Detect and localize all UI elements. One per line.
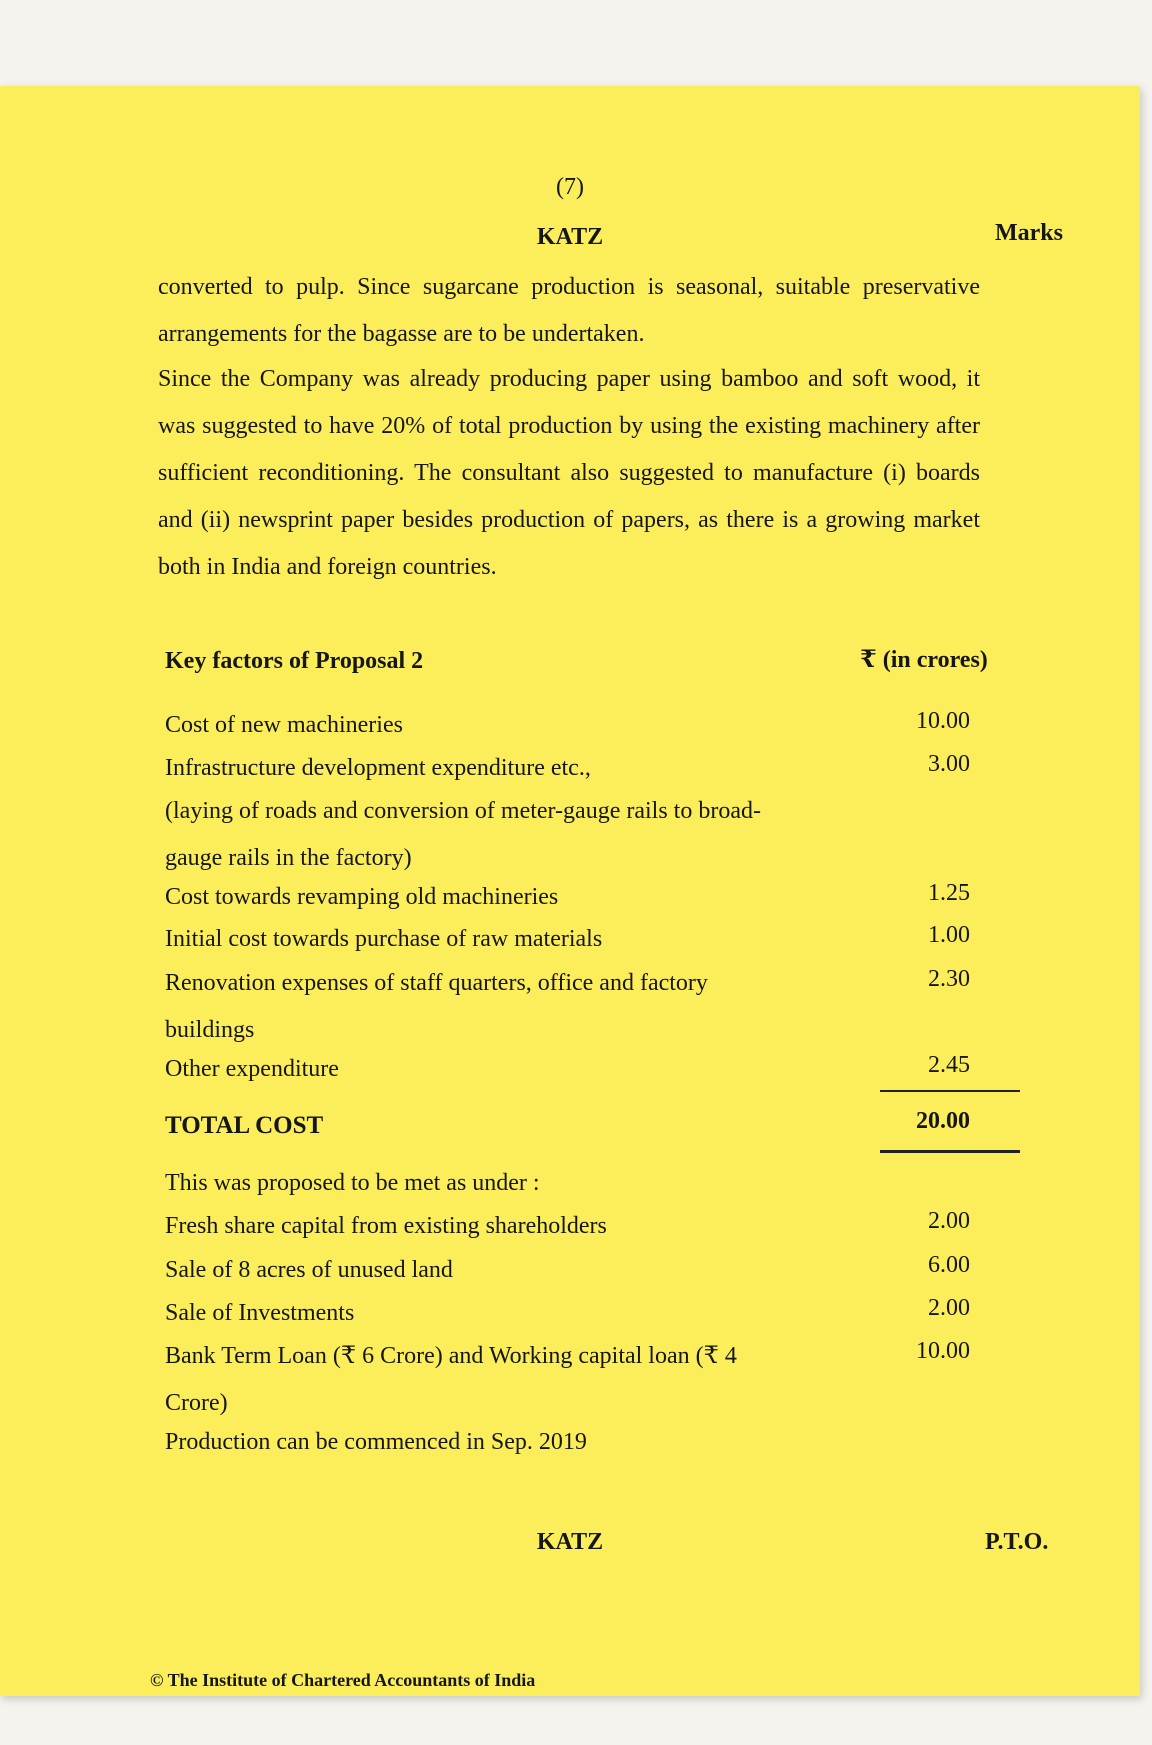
total-rule <box>880 1150 1020 1153</box>
key-factors-title: Key factors of Proposal 2 <box>165 648 424 674</box>
cost-item-amount: 1.00 <box>928 922 970 948</box>
amount-unit-heading: ₹ (in crores) <box>860 647 988 673</box>
funding-intro: This was proposed to be met as under : <box>165 1170 540 1196</box>
cost-item-amount: 3.00 <box>928 751 970 777</box>
cost-item-label: Other expenditure <box>165 1056 339 1082</box>
pto-label: P.T.O. <box>985 1529 1049 1555</box>
cost-item-label: Infrastructure development expenditure etc., <box>165 755 591 781</box>
cost-item-amount: 2.45 <box>928 1052 970 1078</box>
funding-item-label: Bank Term Loan (₹ 6 Crore) and Working capital loan (₹ 4 Crore) <box>165 1343 737 1416</box>
marks-heading: Marks <box>995 220 1063 246</box>
paper-code-header: KATZ <box>536 224 604 250</box>
paragraph-bagasse: converted to pulp. Since sugarcane production is seasonal, suitable preservative arrangements for the bagasse are to be undertaken. <box>158 274 980 347</box>
cost-item-amount: 10.00 <box>916 708 970 734</box>
funding-item-amount: 6.00 <box>928 1252 970 1278</box>
cost-item-amount: 1.25 <box>928 880 970 906</box>
total-cost-label: TOTAL COST <box>165 1112 324 1139</box>
funding-item-label: Sale of 8 acres of unused land <box>165 1257 453 1283</box>
funding-item-amount: 10.00 <box>916 1338 970 1364</box>
total-cost-amount: 20.00 <box>916 1108 970 1134</box>
cost-item-label: Initial cost towards purchase of raw materials <box>165 926 603 952</box>
page-number: (7) <box>556 174 584 200</box>
exam-page <box>0 86 1140 1696</box>
paragraph-production: Since the Company was already producing paper using bamboo and soft wood, it was suggested to have 20% of total production by using the existing machinery after sufficient reconditioning. The consultant also suggested to manufacture (i) boards and (ii) newsprint paper besides production of papers, as there is a growing market both in India and foreign countries. <box>158 366 980 580</box>
funding-item-label: Sale of Investments <box>165 1300 355 1326</box>
cost-item-label: Renovation expenses of staff quarters, office and factory buildings <box>165 970 708 1043</box>
cost-item-label: Cost of new machineries <box>165 712 403 738</box>
funding-item-amount: 2.00 <box>928 1208 970 1234</box>
subtotal-rule <box>880 1090 1020 1092</box>
production-note: Production can be commenced in Sep. 2019 <box>165 1429 587 1455</box>
funding-item-label: Fresh share capital from existing shareholders <box>165 1213 607 1239</box>
paper-code-footer: KATZ <box>536 1529 604 1555</box>
cost-item-amount: 2.30 <box>928 966 970 992</box>
cost-item-label: Cost towards revamping old machineries <box>165 884 559 910</box>
funding-item-amount: 2.00 <box>928 1295 970 1321</box>
copyright-notice: © The Institute of Chartered Accountants of India <box>150 1670 536 1690</box>
cost-item-note: (laying of roads and conversion of meter-gauge rails to broad-gauge rails in the factory) <box>165 798 761 871</box>
